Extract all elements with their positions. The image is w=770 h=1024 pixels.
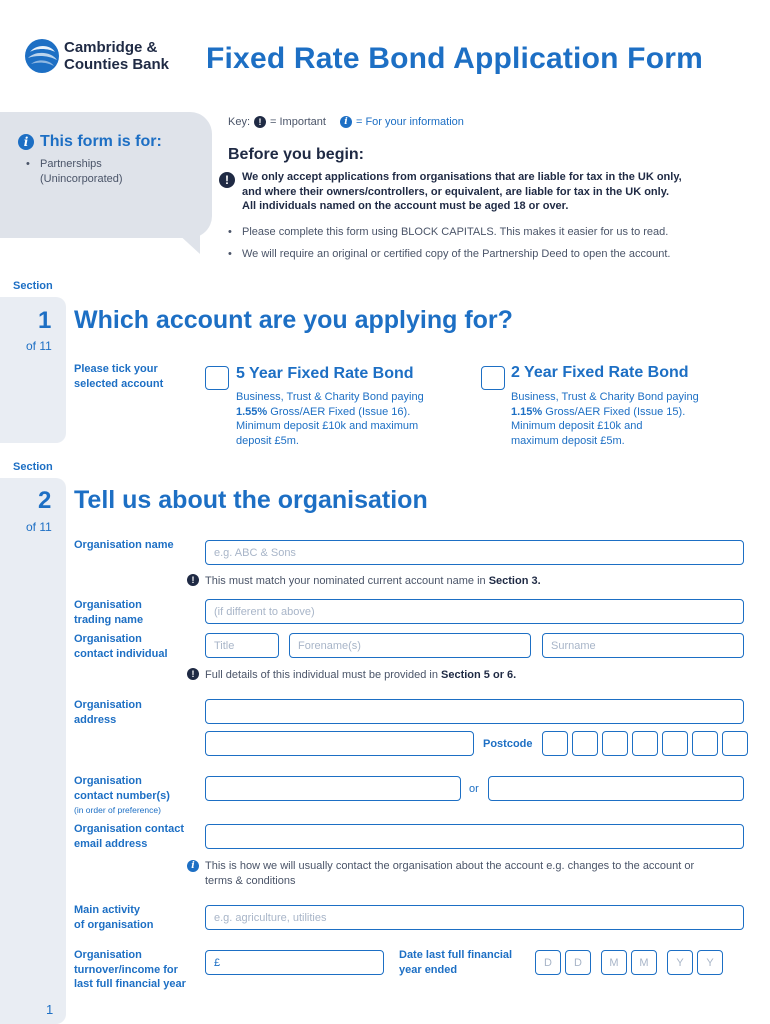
important-icon: ! [219, 172, 235, 188]
key-info: = For your information [355, 116, 464, 128]
option-2-year-checkbox[interactable] [481, 366, 505, 390]
info-icon: i [18, 134, 34, 150]
section-title: Tell us about the organisation [74, 486, 428, 514]
warning-line: All individuals named on the account must be aged 18 or over. [242, 200, 569, 212]
turnover-input[interactable]: £ [205, 950, 384, 975]
bank-name [64, 39, 169, 73]
warning-line: We only accept applications from organisations that are liable for tax in the UK only, [242, 171, 682, 183]
option-5-year-desc: Business, Trust & Charity Bond paying 1.55% Gross/AER Fixed (Issue 16). Minimum deposit £10k and maximum deposit £5m. [236, 391, 424, 447]
key-legend [228, 116, 464, 128]
before-bullets [228, 221, 670, 265]
postcode-char-input[interactable] [542, 731, 568, 756]
contact-title-input[interactable]: Title [205, 633, 279, 658]
contact-number-2-input[interactable] [488, 776, 744, 801]
key-important: = Important [270, 116, 326, 128]
form-for-panel-tail [176, 232, 200, 254]
postcode-char-input[interactable] [662, 731, 688, 756]
info-icon: i [340, 116, 352, 128]
form-for-item: • Partnerships [26, 157, 123, 172]
turnover-label: Organisation turnover/income for last full financial year [74, 949, 186, 990]
year-end-label: Date last full financial year ended [399, 949, 513, 976]
bullet-item: • Please complete this form using BLOCK CAPITALS. This makes it easier for us to read. [228, 221, 670, 243]
section-number: 2 [38, 487, 52, 514]
postcode-char-input[interactable] [722, 731, 748, 756]
form-for-title-text: This form is for: [40, 133, 162, 150]
section-title: Which account are you applying for? [74, 306, 513, 334]
important-icon: ! [254, 116, 266, 128]
org-name-note: ! This must match your nominated current account name in Section 3. [187, 574, 541, 589]
section-label: Section [13, 461, 53, 473]
trading-name-label: Organisation trading name [74, 599, 144, 626]
info-icon: i [187, 860, 199, 872]
date-day-input[interactable]: D [565, 950, 591, 975]
key-prefix: Key: [228, 116, 251, 128]
eligibility-warning [242, 170, 712, 214]
date-month-input[interactable]: M [631, 950, 657, 975]
option-5-year-checkbox[interactable] [205, 366, 229, 390]
postcode-char-input[interactable] [632, 731, 658, 756]
bank-logo-icon [24, 38, 60, 74]
bullet-item: • We will require an original or certified copy of the Partnership Deed to open the account. [228, 243, 670, 265]
section-label: Section [13, 280, 53, 292]
org-name-label: Organisation name [74, 539, 174, 551]
trading-name-input[interactable]: (if different to above) [205, 599, 744, 624]
address-label: Organisation address [74, 699, 142, 726]
option-2-year-desc: Business, Trust & Charity Bond paying 1.15% Gross/AER Fixed (Issue 15). Minimum deposit £10k and maximum deposit £5m. [511, 391, 699, 447]
contact-numbers-label: Organisation contact number(s) [74, 775, 170, 802]
postcode-char-input[interactable] [692, 731, 718, 756]
tick-label: Please tick your selected account [74, 363, 164, 390]
form-for-item-cont: (Unincorporated) [40, 173, 123, 185]
contact-note: ! Full details of this individual must be provided in Section 5 or 6. [187, 668, 516, 683]
postcode-boxes [542, 731, 748, 756]
option-5-year-title: 5 Year Fixed Rate Bond [236, 365, 414, 382]
email-input[interactable] [205, 824, 744, 849]
bank-name-line1: Cambridge & [64, 39, 158, 56]
org-name-input[interactable]: e.g. ABC & Sons [205, 540, 744, 565]
important-icon: ! [187, 574, 199, 586]
contact-numbers-sublabel: (in order of preference) [74, 805, 161, 815]
postcode-char-input[interactable] [572, 731, 598, 756]
email-label: Organisation contact email address [74, 823, 185, 850]
date-month-input[interactable]: M [601, 950, 627, 975]
email-note: i This is how we will usually contact the organisation about the account e.g. changes to the account or terms & conditions [187, 859, 747, 888]
option-2-year-title: 2 Year Fixed Rate Bond [511, 364, 689, 381]
section-of: of 11 [26, 520, 52, 534]
postcode-char-input[interactable] [602, 731, 628, 756]
before-you-begin-title: Before you begin: [228, 146, 365, 163]
form-for-title [18, 133, 162, 151]
form-for-list [26, 157, 123, 187]
bank-name-line2: Counties Bank [64, 56, 170, 73]
activity-label: Main activity of organisation [74, 904, 154, 931]
address-line1-input[interactable] [205, 699, 744, 724]
section-of: of 11 [26, 339, 52, 353]
date-year-input[interactable]: Y [667, 950, 693, 975]
address-line2-input[interactable] [205, 731, 474, 756]
section-number: 1 [38, 307, 52, 334]
important-icon: ! [187, 668, 199, 680]
or-text: or [469, 783, 479, 795]
form-title: Fixed Rate Bond Application Form [206, 42, 703, 75]
date-year-input[interactable]: Y [697, 950, 723, 975]
contact-forename-input[interactable]: Forename(s) [289, 633, 531, 658]
page-number: 1 [46, 1002, 54, 1017]
date-day-input[interactable]: D [535, 950, 561, 975]
contact-individual-label: Organisation contact individual [74, 633, 168, 660]
year-end-date-boxes [535, 950, 723, 975]
section-tab [0, 478, 66, 1024]
warning-line: and where their owners/controllers, or equivalent, are liable for tax in the UK only. [242, 185, 670, 198]
section-tab [0, 297, 66, 443]
postcode-label: Postcode [483, 738, 533, 750]
contact-number-1-input[interactable] [205, 776, 461, 801]
contact-surname-input[interactable]: Surname [542, 633, 744, 658]
activity-input[interactable]: e.g. agriculture, utilities [205, 905, 744, 930]
